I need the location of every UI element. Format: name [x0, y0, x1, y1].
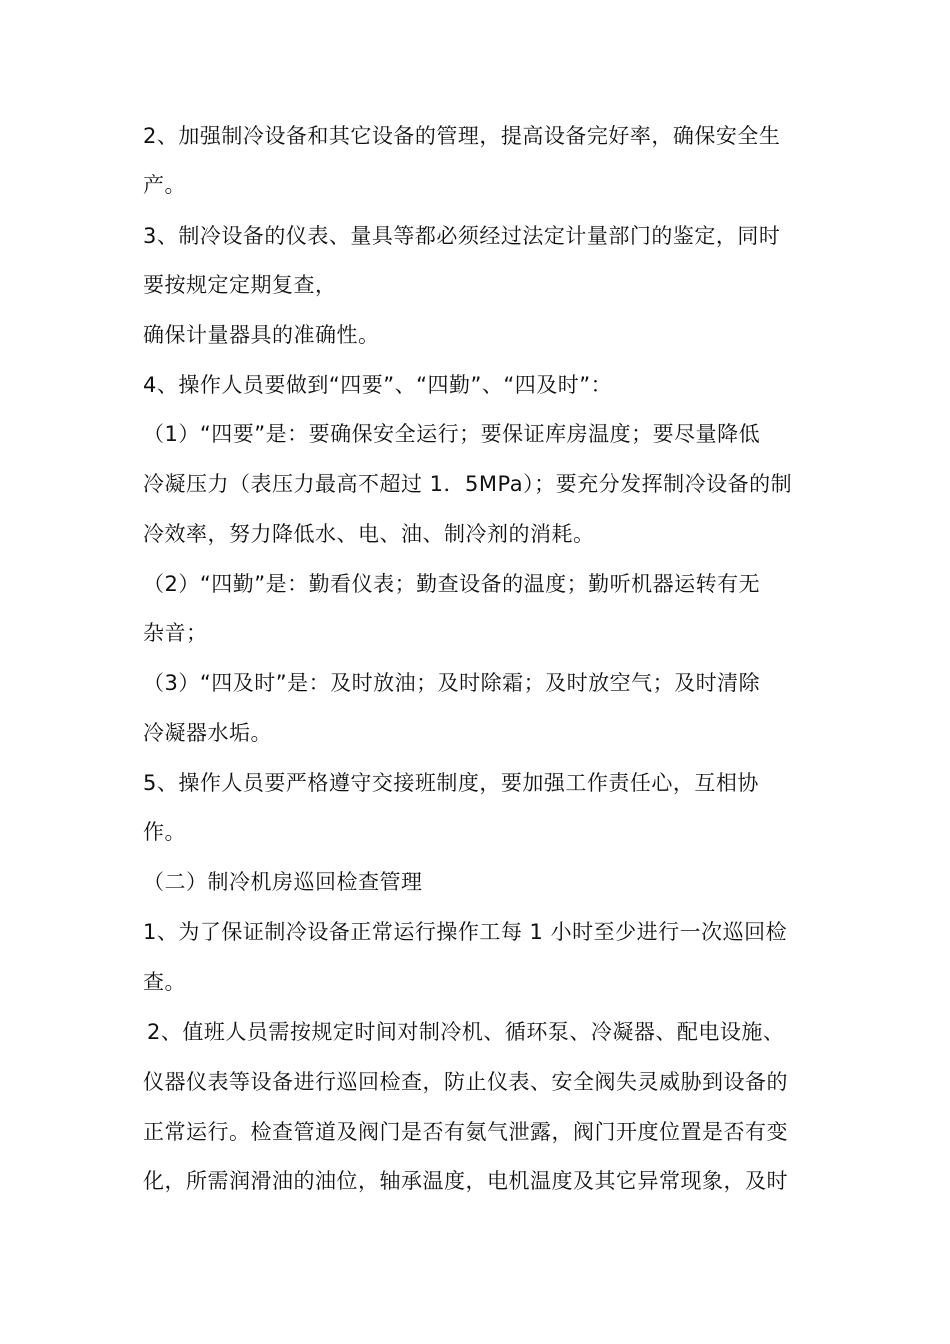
text-line-3: 3、制冷设备的仪表、量具等都必须经过法定计量部门的鉴定，同时 [143, 224, 781, 248]
text-line-2: 产。 [143, 173, 186, 197]
text-line-13: 冷凝器水垢。 [143, 721, 272, 745]
text-line-9: 冷效率，努力降低水、电、油、制冷剂的消耗。 [143, 522, 595, 546]
text-line-22: 化，所需润滑油的油位，轴承温度，电机温度及其它异常现象，及时 [143, 1169, 788, 1193]
text-line-5: 确保计量器具的准确性。 [143, 323, 380, 347]
text-line-7: （1）“四要”是：要确保安全运行；要保证库房温度；要尽量降低 [143, 422, 761, 446]
text-line-6: 4、操作人员要做到“四要”、“四勤”、“四及时”： [143, 373, 613, 397]
text-line-1: 2、加强制冷设备和其它设备的管理，提高设备完好率，确保安全生 [143, 124, 781, 148]
section-heading: （二）制冷机房巡回检查管理 [143, 870, 423, 894]
text-line-4: 要按规定定期复查， [143, 273, 337, 297]
text-line-14: 5、操作人员要严格遵守交接班制度，要加强工作责任心，互相协 [143, 771, 759, 795]
text-line-18: 查。 [143, 970, 186, 994]
text-line-15: 作。 [143, 820, 186, 844]
text-line-12: （3）“四及时”是：及时放油；及时除霜；及时放空气；及时清除 [143, 671, 761, 695]
text-line-17: 1、为了保证制冷设备正常运行操作工每 1 小时至少进行一次巡回检 [143, 920, 788, 944]
text-line-11: 杂音； [143, 621, 208, 645]
text-line-20: 仪器仪表等设备进行巡回检查，防止仪表、安全阀失灵威胁到设备的 [143, 1070, 788, 1094]
text-line-10: （2）“四勤”是：勤看仪表；勤查设备的温度；勤听机器运转有无 [143, 572, 761, 596]
text-line-19: 2、值班人员需按规定时间对制冷机、循环泵、冷凝器、配电设施、 [147, 1020, 785, 1044]
text-line-21: 正常运行。检查管道及阀门是否有氨气泄露，阀门开度位置是否有变 [143, 1120, 788, 1144]
text-line-8: 冷凝压力（表压力最高不超过 1．5MPa）；要充分发挥制冷设备的制 [143, 472, 793, 496]
